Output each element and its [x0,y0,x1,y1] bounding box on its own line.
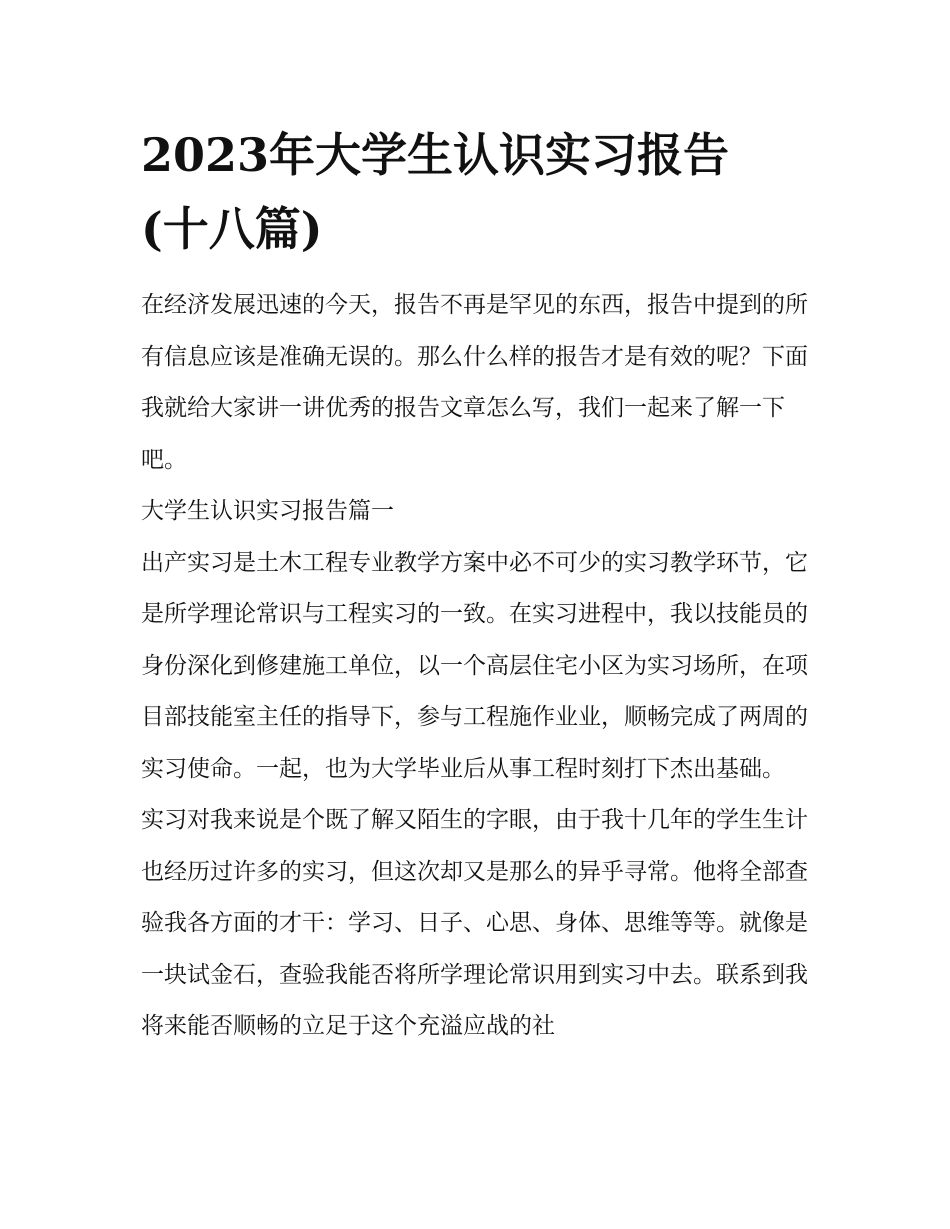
title-line-2: (十八篇) [141,202,323,256]
document-body [141,280,813,1053]
intro-paragraph: 在经济发展迅速的今天，报告不再是罕见的东西，报告中提到的所有信息应该是准确无误的。那么什么样的报告才是有效的呢？下面我就给大家讲一讲优秀的报告文章怎么写，我们一起来了解一下吧。 [141,292,808,473]
body-paragraph-1: 出产实习是土木工程专业教学方案中必不可少的实习教学环节，它是所学理论常识与工程实习的一致。在实习进程中，我以技能员的身份深化到修建施工单位，以一个高层住宅小区为实习场所，在项目部技能室主任的指导下，参与工程施作业业，顺畅完成了两周的实习使命。一起，也为大学毕业后从事工程时刻打下杰出基础。 [141,549,808,782]
body-paragraph-2: 实习对我来说是个既了解又陌生的字眼，由于我十几年的学生生计也经历过许多的实习，但这次却又是那么的异乎寻常。他将全部查验我各方面的才干：学习、日子、心思、身体、思维等等。就像是一块试金石，查验我能否将所学理论常识用到实习中去。联系到我将来能否顺畅的立足于这个充溢应战的社 [141,807,808,1039]
document-title [141,118,841,266]
section-heading: 大学生认识实习报告篇一 [141,498,394,524]
title-line-1: 2023年大学生认识实习报告 [141,128,730,182]
